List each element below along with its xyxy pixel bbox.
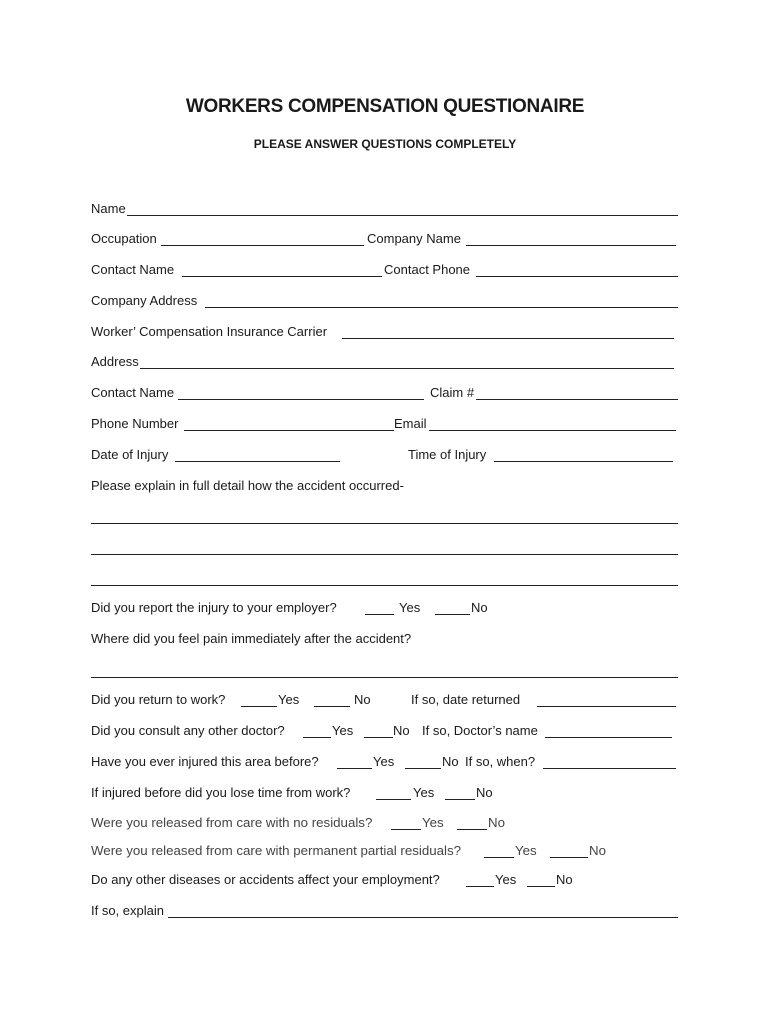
contact-row [91,262,678,282]
explain-label: If so, explain [91,903,164,918]
doctor-name-label: If so, Doctor’s name [422,723,538,738]
injured-before-yes-blank[interactable] [337,768,372,769]
injured-before-yes-label: Yes [373,754,395,769]
name-row [91,201,678,221]
form-subtitle: PLEASE ANSWER QUESTIONS COMPLETELY [253,137,517,151]
contact-name-label: Contact Name [91,262,175,277]
other-doctor-no-blank[interactable] [364,737,393,738]
report-injury-no-blank[interactable] [435,614,470,615]
other-doctor-yes-blank[interactable] [303,737,331,738]
released-no-residuals-no-label: No [488,815,505,830]
injury-date-time-row [91,447,678,467]
released-no-residuals-yes-blank[interactable] [391,829,421,830]
return-to-work-question: Did you return to work? [91,692,226,707]
email-field[interactable] [429,430,676,431]
company-address-row [91,293,678,313]
explain-accident-row [91,478,678,498]
report-injury-yes-label: Yes [399,600,421,615]
time-of-injury-label: Time of Injury [408,447,487,462]
return-to-work-no-blank[interactable] [314,706,350,707]
other-doctor-no-label: No [393,723,410,738]
other-diseases-yes-blank[interactable] [466,886,494,887]
return-to-work-no-label: No [354,692,371,707]
released-permanent-question: Were you released from care with permanent partial residuals? [91,843,462,858]
phone-number-field[interactable] [184,430,394,431]
lost-time-row [91,785,678,805]
other-doctor-row [91,723,678,743]
company-name-field[interactable] [466,245,676,246]
other-diseases-no-label: No [556,872,573,887]
released-no-residuals-question: Were you released from care with no residuals? [91,815,373,830]
time-of-injury-field[interactable] [494,461,673,462]
claim-label: Claim # [430,385,475,400]
date-of-injury-field[interactable] [175,461,340,462]
date-returned-field[interactable] [537,706,676,707]
name-label: Name [91,201,126,216]
phone-number-label: Phone Number [91,416,179,431]
form-title: WORKERS COMPENSATION QUESTIONAIRE [185,96,585,117]
return-to-work-row [91,692,678,712]
date-of-injury-label: Date of Injury [91,447,169,462]
contact-name-field[interactable] [182,276,382,277]
carrier-contact-name-field[interactable] [178,399,424,400]
pain-location-question: Where did you feel pain immediately after the accident? [91,631,412,646]
released-permanent-no-blank[interactable] [550,857,588,858]
report-injury-question: Did you report the injury to your employer? [91,600,337,615]
other-doctor-yes-label: Yes [332,723,354,738]
contact-phone-field[interactable] [476,276,678,277]
report-injury-row [91,600,678,620]
injured-when-field[interactable] [543,768,676,769]
phone-email-row [91,416,678,436]
explain-accident-label: Please explain in full detail how the accident occurred- [91,478,404,493]
address-label: Address [91,354,139,369]
email-label: Email [394,416,427,431]
doctor-name-field[interactable] [545,737,672,738]
insurance-carrier-field[interactable] [342,338,674,339]
lost-time-yes-label: Yes [413,785,435,800]
other-diseases-no-blank[interactable] [527,886,555,887]
explain-field[interactable] [168,917,678,918]
released-permanent-yes-blank[interactable] [484,857,514,858]
released-no-residuals-yes-label: Yes [422,815,444,830]
accident-line-3[interactable] [91,585,678,586]
lost-time-no-blank[interactable] [445,799,475,800]
released-permanent-row [91,843,678,863]
carrier-contact-name-label: Contact Name [91,385,175,400]
company-address-field[interactable] [205,307,678,308]
accident-line-1[interactable] [91,523,678,524]
company-address-label: Company Address [91,293,198,308]
return-to-work-yes-blank[interactable] [241,706,277,707]
insurance-carrier-row [91,324,678,344]
occupation-label: Occupation [91,231,157,246]
injured-before-row [91,754,678,774]
released-no-residuals-row [91,815,678,835]
other-diseases-question: Do any other diseases or accidents affect your employment? [91,872,440,887]
lost-time-yes-blank[interactable] [376,799,411,800]
lost-time-no-label: No [476,785,493,800]
pain-location-row [91,631,678,651]
injured-before-no-label: No [442,754,459,769]
company-name-label: Company Name [367,231,461,246]
released-permanent-no-label: No [589,843,606,858]
date-returned-label: If so, date returned [411,692,521,707]
explain-row [91,903,678,923]
injured-when-label: If so, when? [465,754,536,769]
contact-phone-label: Contact Phone [384,262,471,277]
insurance-carrier-label: Worker’ Compensation Insurance Carrier [91,324,328,339]
accident-line-2[interactable] [91,554,678,555]
pain-location-line[interactable] [91,677,678,678]
report-injury-no-label: No [471,600,488,615]
released-permanent-yes-label: Yes [515,843,537,858]
injured-before-no-blank[interactable] [405,768,441,769]
name-field[interactable] [127,215,678,216]
report-injury-yes-blank[interactable] [365,614,394,615]
injured-before-question: Have you ever injured this area before? [91,754,319,769]
occupation-row [91,231,678,251]
address-row [91,354,678,374]
released-no-residuals-no-blank[interactable] [457,829,487,830]
lost-time-question: If injured before did you lose time from work? [91,785,351,800]
address-field[interactable] [140,368,674,369]
occupation-field[interactable] [161,245,364,246]
carrier-contact-row [91,385,678,405]
other-diseases-yes-label: Yes [495,872,517,887]
claim-field[interactable] [476,399,678,400]
other-diseases-row [91,872,678,892]
other-doctor-question: Did you consult any other doctor? [91,723,285,738]
return-to-work-yes-label: Yes [278,692,300,707]
